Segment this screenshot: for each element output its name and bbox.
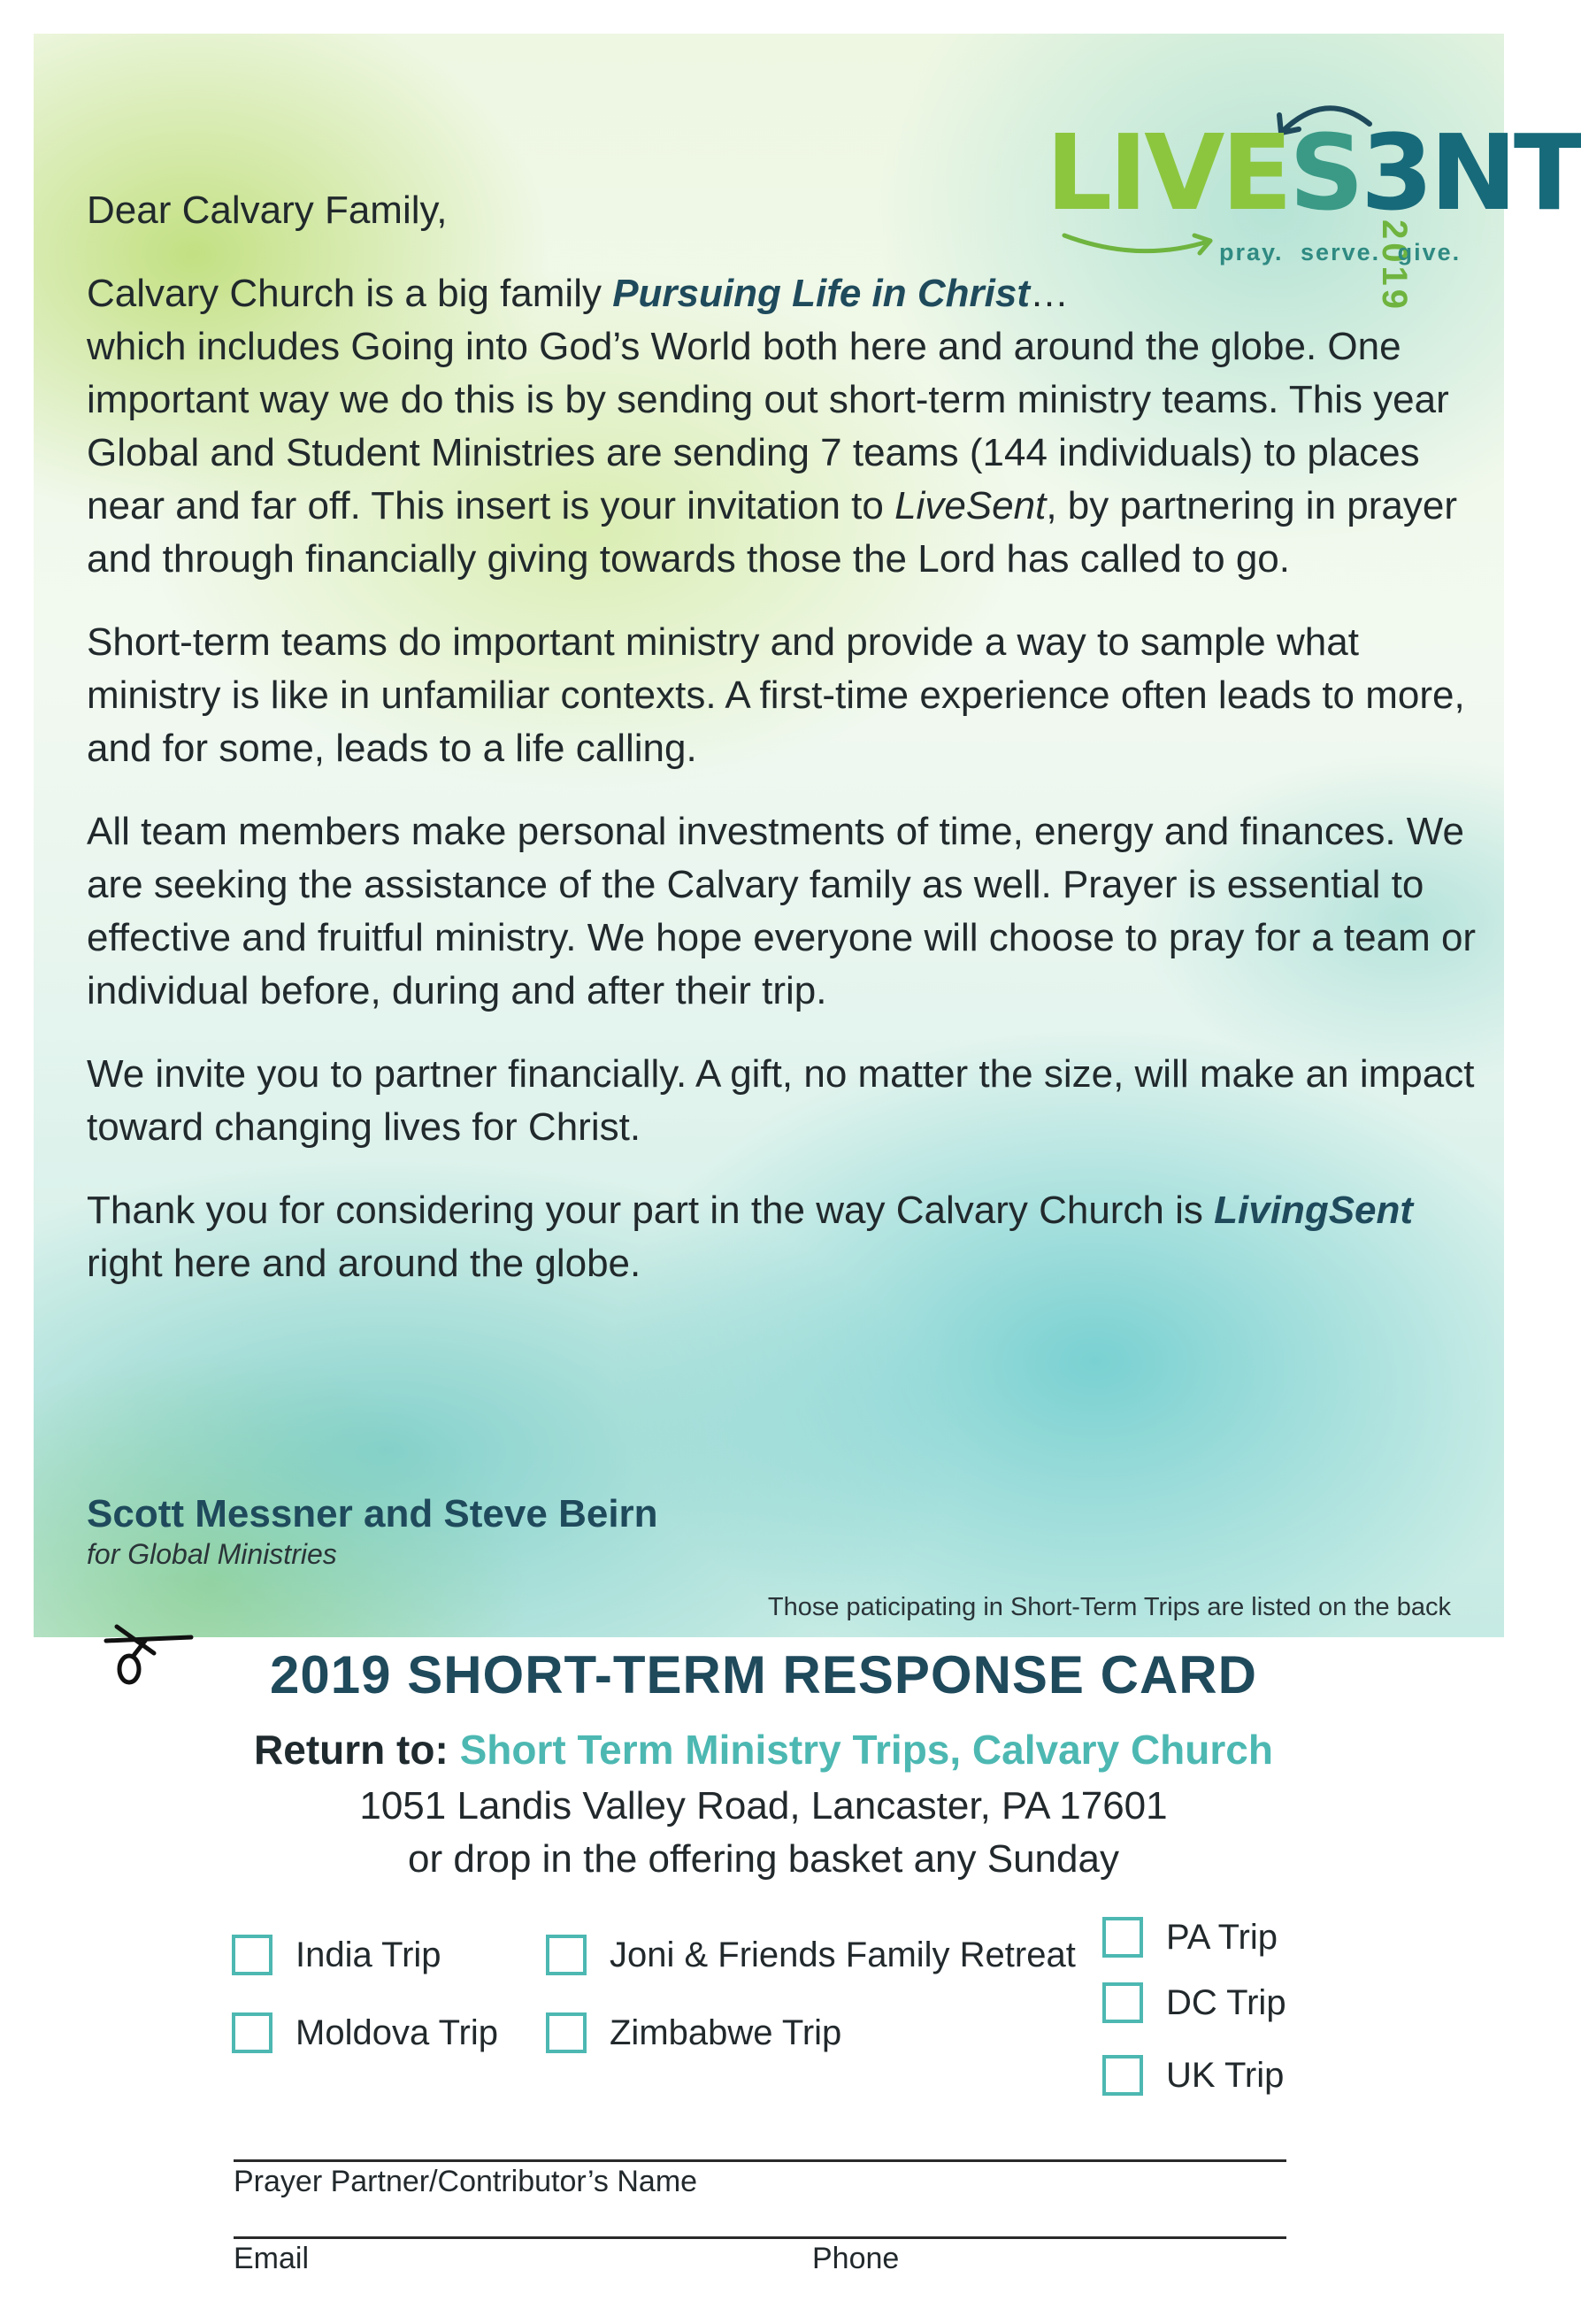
email-phone-field-line[interactable] bbox=[234, 2236, 1286, 2239]
india-trip-checkbox[interactable] bbox=[232, 1935, 272, 1975]
signature-name: Scott Messner and Steve Beirn bbox=[87, 1492, 658, 1535]
option-label: Joni & Friends Family Retreat bbox=[610, 1935, 1076, 1974]
option-label: DC Trip bbox=[1166, 1982, 1286, 2022]
option-dc-trip[interactable] bbox=[1102, 1982, 1286, 2023]
greeting: Dear Calvary Family, bbox=[87, 189, 448, 232]
pa-trip-checkbox[interactable] bbox=[1102, 1917, 1143, 1958]
pursuing-life-emphasis: Pursuing Life in Christ bbox=[612, 272, 1030, 315]
logo-tagline: pray. serve. give. bbox=[1219, 239, 1462, 265]
livingsent-emphasis: LivingSent bbox=[1214, 1189, 1414, 1232]
option-uk-trip[interactable] bbox=[1102, 2055, 1284, 2096]
mailing-address: 1051 Landis Valley Road, Lancaster, PA 17601 bbox=[359, 1784, 1168, 1828]
option-label: Moldova Trip bbox=[295, 2012, 498, 2052]
option-india-trip[interactable] bbox=[232, 1935, 441, 1975]
option-zimbabwe-trip[interactable] bbox=[546, 2012, 841, 2053]
option-moldova-trip[interactable] bbox=[232, 2012, 498, 2053]
offering-note: or drop in the offering basket any Sunday bbox=[408, 1837, 1119, 1881]
phone-field-label: Phone bbox=[812, 2242, 900, 2275]
letter-body bbox=[87, 184, 1485, 1320]
option-label: PA Trip bbox=[1166, 1917, 1278, 1957]
letter-panel bbox=[34, 34, 1581, 1637]
return-destination: Short Term Ministry Trips, Calvary Church bbox=[459, 1727, 1273, 1773]
logo-wordmark: LIVES3NT bbox=[1046, 112, 1581, 234]
back-note: Those paticipating in Short-Term Trips are listed on the back bbox=[767, 1593, 1451, 1621]
dc-trip-checkbox[interactable] bbox=[1102, 1982, 1143, 2023]
paragraph-3: All team members make personal investments of time, energy and finances. We are seeking the assistance of the Calvary family as well. Prayer is essential to effective and fruitful ministry. We hope everyone will choose to pray for a team or individual before, during and after their trip. bbox=[87, 810, 1477, 1012]
return-to-line bbox=[0, 1726, 1527, 1774]
card-title: 2019 SHORT-TERM RESPONSE CARD bbox=[270, 1645, 1257, 1705]
paragraph-5: Thank you for considering your part in the way Calvary Church is LivingSent right here and around the globe. bbox=[87, 1189, 1414, 1285]
uk-trip-checkbox[interactable] bbox=[1102, 2055, 1143, 2096]
joni-friends-checkbox[interactable] bbox=[546, 1935, 587, 1975]
paragraph-1: Calvary Church is a big family Pursuing Life in Christ… which includes Going into God’s World both here and around the globe. One important way we do this is by sending out short-term ministry teams. This year Global and Student Ministries are sending 7 teams (144 individuals) to places near and far off. This insert is your invitation to LiveSent, by partnering in prayer and through financially giving towards those the Lord has called to go. bbox=[87, 272, 1457, 581]
paragraph-4: We invite you to partner financially. A gift, no matter the size, will make an impact toward changing lives for Christ. bbox=[87, 1052, 1475, 1149]
signature-role: for Global Ministries bbox=[87, 1538, 337, 1570]
option-pa-trip[interactable] bbox=[1102, 1917, 1278, 1958]
zimbabwe-trip-checkbox[interactable] bbox=[546, 2012, 587, 2053]
name-field-line[interactable] bbox=[234, 2159, 1286, 2162]
option-label: Zimbabwe Trip bbox=[610, 2012, 842, 2052]
option-joni-friends-retreat[interactable] bbox=[546, 1935, 1076, 1975]
logo-year: 2019 bbox=[1375, 219, 1414, 312]
livesent-italic: LiveSent bbox=[894, 484, 1047, 527]
return-label: Return to: bbox=[254, 1727, 449, 1773]
option-label: UK Trip bbox=[1166, 2055, 1285, 2095]
paragraph-2: Short-term teams do important ministry and provide a way to sample what ministry is like in unfamiliar contexts. A first-time experience often leads to more, and for some, leads to a life calling. bbox=[87, 620, 1465, 770]
option-label: India Trip bbox=[295, 1935, 441, 1974]
name-field-label: Prayer Partner/Contributor’s Name bbox=[234, 2165, 698, 2198]
moldova-trip-checkbox[interactable] bbox=[232, 2012, 272, 2053]
email-field-label: Email bbox=[234, 2242, 310, 2275]
